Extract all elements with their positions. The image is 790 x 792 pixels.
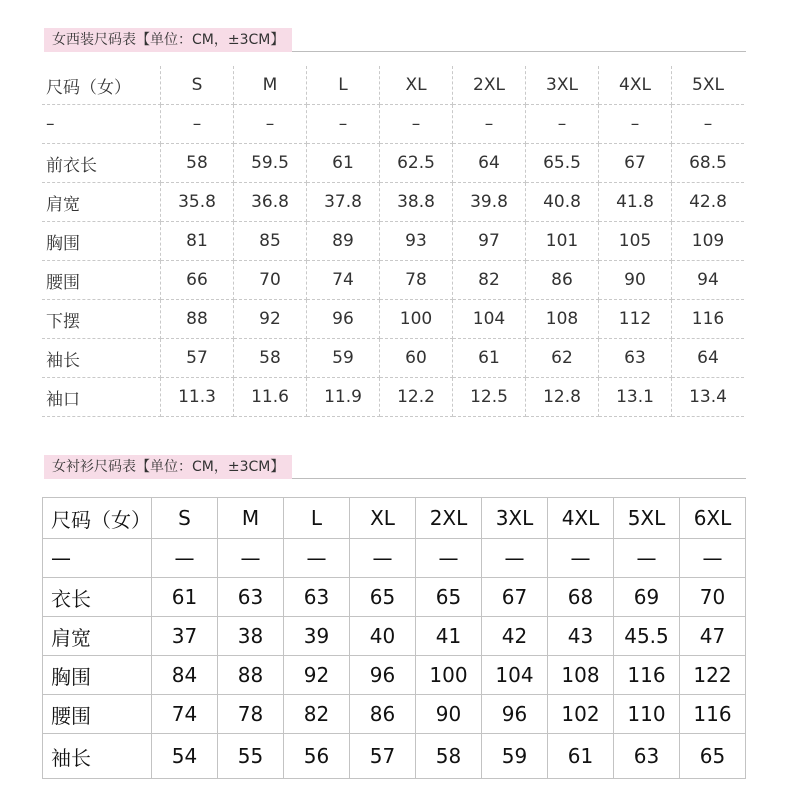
- size-header-cell: S: [152, 498, 218, 539]
- row-label: 腰围: [43, 695, 152, 734]
- suit-table-row: [42, 261, 744, 300]
- measurement-cell: 58: [161, 144, 234, 183]
- measurement-cell: 116: [614, 656, 680, 695]
- size-header-cell: 4XL: [548, 498, 614, 539]
- measurement-cell: 64: [453, 144, 526, 183]
- measurement-cell: 13.4: [672, 378, 745, 417]
- measurement-cell: –: [161, 105, 234, 144]
- measurement-cell: 54: [152, 734, 218, 779]
- size-header-cell: 2XL: [453, 66, 526, 105]
- measurement-cell: –: [453, 105, 526, 144]
- measurement-cell: 37: [152, 617, 218, 656]
- measurement-cell: 41: [416, 617, 482, 656]
- measurement-cell: 100: [380, 300, 453, 339]
- measurement-cell: 39.8: [453, 183, 526, 222]
- row-label: 前衣长: [42, 144, 161, 183]
- suit-table-row: [42, 144, 744, 183]
- measurement-cell: 65: [350, 578, 416, 617]
- measurement-cell: 104: [482, 656, 548, 695]
- measurement-cell: 62: [526, 339, 599, 378]
- measurement-cell: 40.8: [526, 183, 599, 222]
- shirt-table-row: [43, 617, 746, 656]
- measurement-cell: 43: [548, 617, 614, 656]
- measurement-cell: 81: [161, 222, 234, 261]
- row-label: 肩宽: [42, 183, 161, 222]
- measurement-cell: 67: [482, 578, 548, 617]
- suit-table-row: [42, 183, 744, 222]
- size-header-cell: 4XL: [599, 66, 672, 105]
- measurement-cell: 66: [161, 261, 234, 300]
- measurement-cell: 70: [234, 261, 307, 300]
- measurement-cell: 101: [526, 222, 599, 261]
- measurement-cell: 36.8: [234, 183, 307, 222]
- suit-table-row: [42, 105, 744, 144]
- measurement-cell: —: [416, 539, 482, 578]
- measurement-cell: 12.8: [526, 378, 599, 417]
- measurement-cell: 85: [234, 222, 307, 261]
- size-header-label: 尺码（女）: [43, 498, 152, 539]
- measurement-cell: 78: [380, 261, 453, 300]
- shirt-table-row: [43, 734, 746, 779]
- suit-header-row: [42, 66, 744, 105]
- size-header-cell: 2XL: [416, 498, 482, 539]
- measurement-cell: 110: [614, 695, 680, 734]
- measurement-cell: 82: [284, 695, 350, 734]
- row-label: 下摆: [42, 300, 161, 339]
- measurement-cell: 96: [350, 656, 416, 695]
- measurement-cell: –: [526, 105, 599, 144]
- measurement-cell: 67: [599, 144, 672, 183]
- shirt-table-row: [43, 695, 746, 734]
- measurement-cell: 88: [218, 656, 284, 695]
- measurement-cell: 42: [482, 617, 548, 656]
- row-label: 肩宽: [43, 617, 152, 656]
- row-label: 腰围: [42, 261, 161, 300]
- measurement-cell: 63: [599, 339, 672, 378]
- measurement-cell: 47: [680, 617, 746, 656]
- measurement-cell: 86: [526, 261, 599, 300]
- measurement-cell: 97: [453, 222, 526, 261]
- measurement-cell: 65: [680, 734, 746, 779]
- measurement-cell: —: [284, 539, 350, 578]
- measurement-cell: 65.5: [526, 144, 599, 183]
- measurement-cell: 84: [152, 656, 218, 695]
- measurement-cell: 61: [152, 578, 218, 617]
- measurement-cell: 55: [218, 734, 284, 779]
- measurement-cell: 59: [482, 734, 548, 779]
- measurement-cell: 12.2: [380, 378, 453, 417]
- measurement-cell: 105: [599, 222, 672, 261]
- measurement-cell: –: [307, 105, 380, 144]
- shirt-table-row: [43, 578, 746, 617]
- measurement-cell: 108: [526, 300, 599, 339]
- suit-title-bar: [44, 28, 746, 52]
- measurement-cell: 90: [599, 261, 672, 300]
- measurement-cell: 122: [680, 656, 746, 695]
- measurement-cell: 69: [614, 578, 680, 617]
- measurement-cell: 109: [672, 222, 745, 261]
- shirt-table-row: [43, 539, 746, 578]
- measurement-cell: 11.9: [307, 378, 380, 417]
- measurement-cell: 40: [350, 617, 416, 656]
- size-header-cell: XL: [350, 498, 416, 539]
- measurement-cell: 68: [548, 578, 614, 617]
- measurement-cell: 100: [416, 656, 482, 695]
- measurement-cell: 11.6: [234, 378, 307, 417]
- measurement-cell: 112: [599, 300, 672, 339]
- suit-size-chart-title: 女西装尺码表【单位：CM，±3CM】: [44, 28, 292, 52]
- measurement-cell: —: [218, 539, 284, 578]
- measurement-cell: 37.8: [307, 183, 380, 222]
- size-header-cell: S: [161, 66, 234, 105]
- measurement-cell: —: [680, 539, 746, 578]
- size-header-cell: 6XL: [680, 498, 746, 539]
- measurement-cell: 59: [307, 339, 380, 378]
- measurement-cell: —: [350, 539, 416, 578]
- measurement-cell: 63: [284, 578, 350, 617]
- measurement-cell: –: [380, 105, 453, 144]
- measurement-cell: 45.5: [614, 617, 680, 656]
- measurement-cell: —: [614, 539, 680, 578]
- row-label: 衣长: [43, 578, 152, 617]
- shirt-title-bar: [44, 455, 746, 479]
- measurement-cell: 62.5: [380, 144, 453, 183]
- size-header-label: 尺码（女）: [42, 66, 161, 105]
- row-label: 袖长: [42, 339, 161, 378]
- measurement-cell: 65: [416, 578, 482, 617]
- measurement-cell: 68.5: [672, 144, 745, 183]
- measurement-cell: 94: [672, 261, 745, 300]
- size-header-cell: 5XL: [672, 66, 745, 105]
- row-label: 袖长: [43, 734, 152, 779]
- measurement-cell: 61: [453, 339, 526, 378]
- measurement-cell: 63: [218, 578, 284, 617]
- measurement-cell: –: [599, 105, 672, 144]
- row-label: –: [42, 105, 161, 144]
- size-header-cell: 3XL: [482, 498, 548, 539]
- suit-table-row: [42, 378, 744, 417]
- measurement-cell: 58: [234, 339, 307, 378]
- measurement-cell: 61: [307, 144, 380, 183]
- measurement-cell: 58: [416, 734, 482, 779]
- row-label: 袖口: [42, 378, 161, 417]
- measurement-cell: 104: [453, 300, 526, 339]
- size-header-cell: 3XL: [526, 66, 599, 105]
- size-header-cell: XL: [380, 66, 453, 105]
- measurement-cell: 63: [614, 734, 680, 779]
- measurement-cell: 38.8: [380, 183, 453, 222]
- measurement-cell: 57: [350, 734, 416, 779]
- shirt-header-row: [43, 498, 746, 539]
- measurement-cell: 78: [218, 695, 284, 734]
- measurement-cell: 92: [284, 656, 350, 695]
- measurement-cell: 116: [680, 695, 746, 734]
- measurement-cell: 74: [307, 261, 380, 300]
- measurement-cell: 89: [307, 222, 380, 261]
- measurement-cell: –: [234, 105, 307, 144]
- measurement-cell: 116: [672, 300, 745, 339]
- shirt-size-chart-title: 女衬衫尺码表【单位：CM，±3CM】: [44, 455, 292, 479]
- row-label: 胸围: [43, 656, 152, 695]
- measurement-cell: 12.5: [453, 378, 526, 417]
- shirt-table-row: [43, 656, 746, 695]
- measurement-cell: –: [672, 105, 745, 144]
- measurement-cell: 61: [548, 734, 614, 779]
- suit-table-row: [42, 300, 744, 339]
- suit-table-row: [42, 222, 744, 261]
- measurement-cell: 57: [161, 339, 234, 378]
- measurement-cell: 108: [548, 656, 614, 695]
- size-header-cell: 5XL: [614, 498, 680, 539]
- measurement-cell: —: [548, 539, 614, 578]
- measurement-cell: 70: [680, 578, 746, 617]
- measurement-cell: 86: [350, 695, 416, 734]
- measurement-cell: 38: [218, 617, 284, 656]
- measurement-cell: 90: [416, 695, 482, 734]
- measurement-cell: 59.5: [234, 144, 307, 183]
- measurement-cell: 56: [284, 734, 350, 779]
- measurement-cell: —: [152, 539, 218, 578]
- measurement-cell: 93: [380, 222, 453, 261]
- measurement-cell: 88: [161, 300, 234, 339]
- measurement-cell: 11.3: [161, 378, 234, 417]
- size-header-cell: L: [284, 498, 350, 539]
- size-header-cell: M: [234, 66, 307, 105]
- measurement-cell: 42.8: [672, 183, 745, 222]
- measurement-cell: 41.8: [599, 183, 672, 222]
- measurement-cell: 39: [284, 617, 350, 656]
- measurement-cell: 82: [453, 261, 526, 300]
- shirt-size-table: [42, 497, 746, 779]
- measurement-cell: 96: [482, 695, 548, 734]
- measurement-cell: 60: [380, 339, 453, 378]
- suit-table-row: [42, 339, 744, 378]
- measurement-cell: 35.8: [161, 183, 234, 222]
- size-header-cell: L: [307, 66, 380, 105]
- measurement-cell: 13.1: [599, 378, 672, 417]
- row-label: —: [43, 539, 152, 578]
- measurement-cell: 74: [152, 695, 218, 734]
- measurement-cell: 96: [307, 300, 380, 339]
- size-header-cell: M: [218, 498, 284, 539]
- measurement-cell: —: [482, 539, 548, 578]
- suit-size-table: [42, 66, 744, 417]
- measurement-cell: 64: [672, 339, 745, 378]
- measurement-cell: 92: [234, 300, 307, 339]
- row-label: 胸围: [42, 222, 161, 261]
- measurement-cell: 102: [548, 695, 614, 734]
